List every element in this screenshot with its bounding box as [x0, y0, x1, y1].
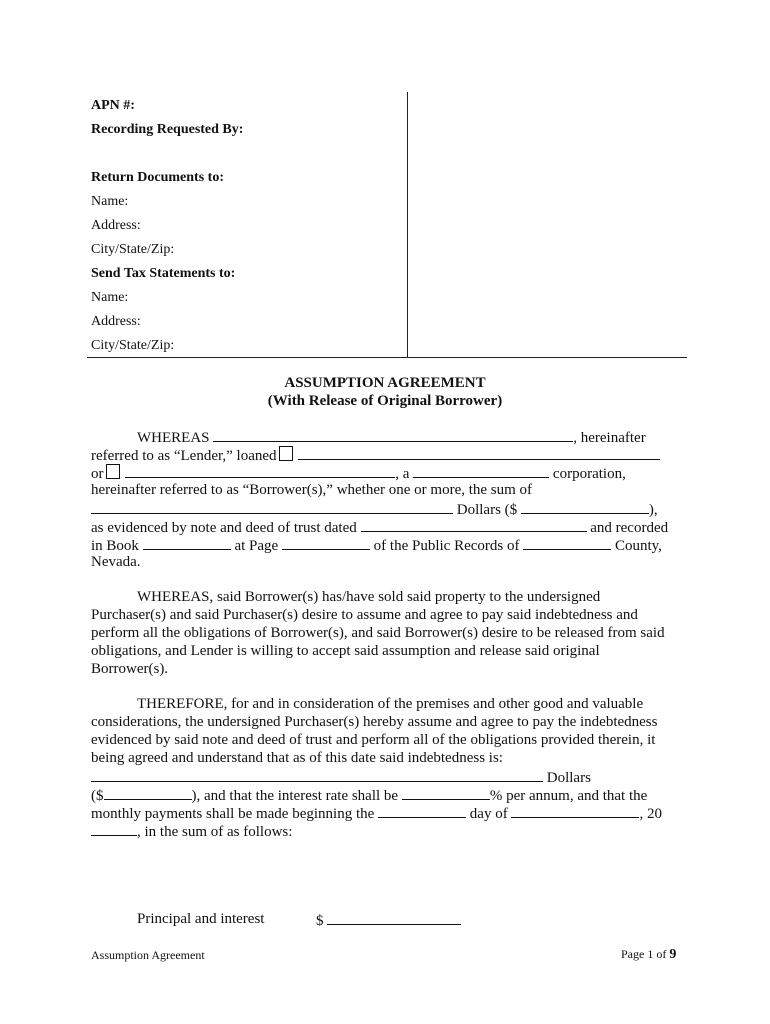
interest-rate-field[interactable] — [402, 786, 490, 800]
open-dollar-text: ($ — [91, 788, 104, 804]
page-prefix: Page — [621, 947, 645, 961]
para1-line1 — [91, 428, 646, 447]
para1-line7 — [91, 536, 662, 555]
or-text: or — [91, 466, 104, 482]
comma-a-text: , a — [395, 466, 410, 482]
para3-line8 — [91, 822, 292, 841]
para3-line3: evidenced by said note and deed of trust and perform all of the obligations provided therein, it — [91, 732, 656, 748]
principal-interest-label: Principal and interest — [137, 911, 265, 927]
para1-line2 — [91, 446, 660, 465]
document-subtitle: (With Release of Original Borrower) — [267, 393, 503, 409]
at-page-text: at Page — [234, 538, 279, 554]
para1-line3 — [91, 464, 626, 483]
para2-line2: Purchaser(s) and said Purchaser(s) desire to assume and agree to pay said indebtedness and — [91, 607, 638, 623]
per-annum-text: % per annum, and that the — [489, 788, 648, 804]
document-title: ASSUMPTION AGREEMENT — [284, 375, 486, 391]
para1-line5 — [91, 500, 658, 519]
county-text: County, — [614, 538, 662, 554]
return-address-label: Address: — [91, 218, 141, 233]
page-current: 1 — [647, 947, 654, 961]
tax-statements-label: Send Tax Statements to: — [91, 266, 236, 281]
return-name-label: Name: — [91, 194, 129, 209]
lender-name-field[interactable] — [213, 428, 573, 442]
dollars-paren-text: Dollars ($ — [456, 502, 518, 518]
indebtedness-amount-field[interactable] — [104, 786, 192, 800]
recording-box-divider — [407, 92, 408, 358]
interest-rate-text: ), and that the interest rate shall be — [191, 788, 399, 804]
book-field[interactable] — [143, 536, 231, 550]
dollars-text: Dollars — [546, 770, 591, 786]
borrower-name-field[interactable] — [125, 464, 395, 478]
corporation-checkbox[interactable] — [106, 464, 120, 479]
monthly-text: monthly payments shall be made beginning the — [91, 806, 375, 822]
para3-line6 — [91, 786, 647, 805]
para3-line2: considerations, the undersigned Purchaser(s) hereby assume and agree to pay the indebtedness — [91, 714, 658, 730]
corporation-text: corporation, — [552, 466, 626, 482]
sum-words-field[interactable] — [91, 500, 453, 514]
whereas-word: WHEREAS — [137, 430, 210, 446]
return-documents-label: Return Documents to: — [91, 170, 224, 185]
page-of: of — [656, 947, 667, 961]
para2-line1: WHEREAS, said Borrower(s) has/have sold said property to the undersigned — [137, 589, 601, 605]
corporation-state-field[interactable] — [413, 464, 549, 478]
referred-lender-text: referred to as “Lender,” loaned — [91, 448, 277, 464]
start-month-field[interactable] — [511, 804, 639, 818]
and-recorded-text: and recorded — [590, 520, 669, 536]
para3-line5 — [91, 768, 591, 787]
tax-city-label: City/State/Zip: — [91, 338, 175, 353]
loaned-to-field[interactable] — [298, 446, 660, 460]
para2-line5: Borrower(s). — [91, 661, 169, 677]
return-city-label: City/State/Zip: — [91, 242, 175, 257]
tax-name-label: Name: — [91, 290, 129, 305]
para2-line3: perform all the obligations of Borrower(s), and said Borrower(s) desire to be released from said — [91, 625, 665, 641]
dollar-sign: $ — [316, 913, 324, 929]
deed-date-field[interactable] — [361, 518, 587, 532]
recording-box-bottom-rule — [87, 357, 687, 358]
sum-amount-field[interactable] — [521, 500, 649, 514]
page-total: 9 — [669, 947, 677, 962]
principal-interest-field[interactable] — [327, 911, 461, 925]
sum-of-text: , in the sum of as follows: — [137, 824, 293, 840]
in-book-text: in Book — [91, 538, 139, 554]
start-year-field[interactable] — [91, 822, 137, 836]
apn-label: APN #: — [91, 98, 135, 113]
evidenced-text: as evidenced by note and deed of trust dated — [91, 520, 357, 536]
indebtedness-words-field[interactable] — [91, 768, 543, 782]
lender-checkbox[interactable] — [279, 446, 293, 461]
page-indicator — [621, 947, 676, 963]
start-day-field[interactable] — [378, 804, 466, 818]
day-of-text: day of — [469, 806, 508, 822]
tax-address-label: Address: — [91, 314, 141, 329]
year-prefix-text: , 20 — [639, 806, 662, 822]
public-records-text: of the Public Records of — [373, 538, 520, 554]
footer-doc-title: Assumption Agreement — [91, 948, 205, 962]
para2-line4: obligations, and Lender is willing to accept said assumption and release said original — [91, 643, 600, 659]
close-paren-text: ), — [648, 502, 658, 518]
para3-line1: THEREFORE, for and in consideration of the premises and other good and valuable — [137, 696, 644, 712]
para1-line8: Nevada. — [91, 554, 141, 570]
hereinafter-text: , hereinafter — [573, 430, 646, 446]
para3-line4: being agreed and understand that as of this date said indebtedness is: — [91, 750, 503, 766]
recording-requested-label: Recording Requested By: — [91, 122, 244, 137]
para1-line6 — [91, 518, 668, 537]
page-field[interactable] — [282, 536, 370, 550]
county-field[interactable] — [523, 536, 611, 550]
para1-line4: hereinafter referred to as “Borrower(s),” whether one or more, the sum of — [91, 482, 533, 498]
payment-amount-row — [316, 911, 461, 930]
para3-line7 — [91, 804, 662, 823]
